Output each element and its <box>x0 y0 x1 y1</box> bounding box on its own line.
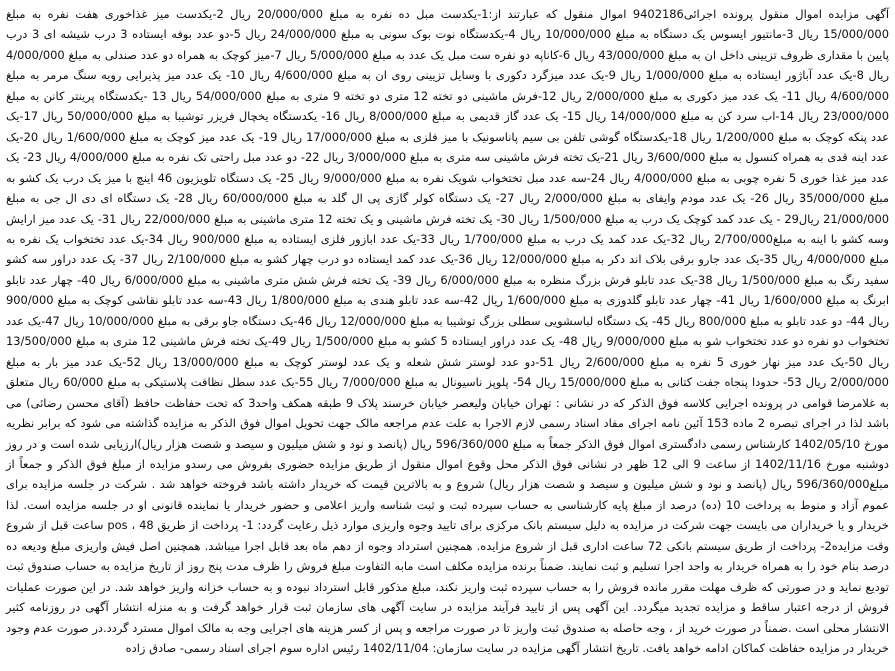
auction-notice-text: آگهی مزایده اموال منقول پرونده اجرائی9402186 اموال منقول که عبارتند از:1-یکدست مبل ده نفره به مبلغ 20/000/000 ریال 2-یکدست میز غذاخوری هفت نفره به مبلغ 15/000/000 ریال 3-مانتیور ایسوس یک دستگاه به مبلغ 10/000/000 ریال 4-یکدستگاه نوت بوک سونی به مبلغ 24/000/000 ریال 5-دو عدد بوفه ایستاده 3 درب شیشه ای 3 درب پایین با مقداری ظروف تزیینی داخل ان به مبلغ 43/000/000 ریال 6-کاناپه دو نفره ست مبل یک عدد به مبلغ 5/000/000 ریال 7-میز کوچک به همراه دو عدد صندلی به مبلغ 4/000/000 ریال 8-یک عدد آباژور ایستاده به مبلغ 1/000/000 ریال 9-یک عدد میزگرد دکوری با وسایل تزیینی روی ان به مبلغ 4/600/000 ریال 10- یک عدد میز پذیرایی رویه سنگ مرمر به مبلغ 4/600/000 ریال 11- یک عدد میز دکوری به مبلغ 2/000/000 ریال 12-فرش ماشینی دو تخته 12 متری دو تخته 9 متری به مبلغ 54/000/000 ریال 13 -یکدستگاه پرینتر کانن به مبلغ 23/000/000 ریال 14-اب سرد کن به مبلغ 14/000/000 ریال 15- یک عدد گاز قدیمی به مبلغ 8/000/000 ریال 16- یکدستگاه یخچال فریزر توشیبا به مبلغ 50/000/000 ریال 17-یک عدد پنکه کوچک به مبلغ 1/200/000 ریال 18-یکدستگاه گوشی تلفن بی سیم پاناسونیک با میز فلزی به مبلغ 17/000/000 ریال 19- یک عدد میز کوچک به مبلغ 1/600/000 ریال 20-یک عدد اینه قدی به همراه کنسول به مبلغ 3/600/000 ریال 21-یک تخته فرش ماشینی سه متری به مبلغ 3/000/000 ریال 22- دو عدد مبل راحتی تک نفره به مبلغ 4/000/000 ریال 23- یک عدد میز غذا خوری 5 نفره چوبی به مبلغ 4/000/000 ریال 24-سه عدد مبل تختخواب شویک نفره به مبلغ 9/000/000 ریال 25- یک دستگاه تلویزیون 46 اینچ با میز یک درب یک کشو به مبلغ 35/000/000 ریال 26- یک عدد مودم وایفای به مبلغ 2/000/000 ریال 27- یک دستگاه کولر گازی پی ال گلد به مبلغ 60/000/000 ریال 28- یک دستگاه ای دی ال جی به مبلغ 21/000/000 ریال29 - یک عدد کمد کوچک یک درب به مبلغ 1/500/000 ریال 30- یک تخته فرش ماشینی و یک تخته 12 متری ماشینی به مبلغ 22/000/000 ریال 31- یک عدد میز ارایش وسه کشو با اینه به مبلغ2/700/000 ریال 32-یک عدد کمد یک درب به مبلغ 1/700/000 ریال 33-یک عدد ابازور فلزی ایستاده به مبلغ 900/000 ریال 34-یک عدد تختخواب یک نفره به مبلغ 4/000/000 ریال 35-یک عدد جارو برقی بلاک اند دکر به مبلغ 12/000/000 ریال 36-یک عدد کمد ایستاده دو درب چهار کشو به مبلغ 2/100/000 ریال 37- یک عدد دراور سه کشو سفید رنگ به مبلغ 1/500/000 ریال 38-یک عدد تابلو فرش بزرگ منظره به مبلغ 6/000/000 ریال 39- یک تخته فرش شش متری ماشینی به مبلغ 6/000/000 ریال 40- چهار عدد تابلو ابرنگ به مبلغ 1/600/000 ریال 41- چهار عدد تابلو گلدوزی به مبلغ 1/600/000 ریال 42-سه عدد تابلو هندی به مبلغ 1/800/000 ریال 43-سه عدد تابلو نقاشی کوچک به مبلغ 900/000 ریال 44- دو عدد تابلو به مبلغ 800/000 ریال 45- یک دستگاه لباسشویی سطلی بزرگ توشیبا به مبلغ 12/000/000 ریال 46-یک دستگاه جاو برقی به مبلغ 10/000/000 ریال 47-یک عدد تختخواب دو نفره دو عدد تختخواب شو به مبلغ 9/000/000 ریال 48- یک عدد دراور ایستاده 5 کشو به مبلغ 1/500/000 ریال 49-یک تخته فرش ماشینی 12 متری به مبلغ 13/500/000 ریال 50-یک عدد میز نهار خوری 5 نفره به مبلغ 2/600/000 ریال 51-دو عدد لوستر شش شعله و یک عدد لوستر کوچک به مبلغ 13/000/000 ریال 52-یک عدد میز بار به مبلغ 2/000/000 ریال 53- حدودا پنجاه جفت کتانی به مبلغ 15/000/000 ریال 54- پلوپز ناسیونال به مبلغ 7/000/000 ریال 55-یک عدد سطل نظافت پلاستیکی به مبلغ 60/000 ریال متعلق به غلامرضا قوامی در پرونده اجرایی کلاسه فوق الذکر که در نشانی : تهران خیابان ولیعصر خیابان خرسند پلاک 9 طبقه همکف واحد3 که تحت حفاظت حافظ (آقای محسن رضائی) می باشد لذا در اجرای تبصره 2 ماده 153 آئین نامه اجرای مفاد اسناد رسمی لازم الاجرا به علت عدم مراجعه مالک جهت تحویل اموال فوق الذکر به مزایده گذاشته می شود که برابر نظریه مورخ 1402/05/10 کارشناس رسمی دادگستری اموال فوق الذکر جمعاً به مبلغ 596/360/000 ریال (پانصد و نود و شش میلیون و سیصد و شصت هزار ریال)ارزیابی شده است و در روز دوشنبه مورخ 1402/11/16 از ساعت 9 الی 12 ظهر در نشانی فوق الذکر محل وقوع اموال منقول از طریق مزایده حضوری بفروش می رسدو مزایده از مبلغ فوق الذکر و جمعاً از مبلغ596/360/000 ریال (پانصد و نود و شش میلیون و سیصد و شصت هزار ریال) شروع و به بالاترین قیمت که خریدار داشته باشد فروخته خواهد شد . شرکت در جلسه مزایده برای عموم آزاد و منوط به پرداخت 10 (ده) درصد از مبلغ پایه کارشناسی به حساب سپرده ثبت و ثبت شناسه واریز اعلامی و حضور خریدار یا نماینده قانونی او در جلسه مزایده است. لذا خریدار و یا خریداران می بایست جهت شرکت در مزایده به دلیل سیستم بانک مرکزی برای تایید وجوه واریزی موارد ذیل رعایت گردد: 1- پرداخت از طریق 48 ، pos ساعت قبل از شروع وقت مزایده2- پرداخت از طریق سیستم بانکی 72 ساعت اداری قبل از شروع مزایده. همچنین استرداد وجوه از دهم ماه بعد قابل اجرا میباشد. همچنین اصل فیش واریزی مبلغ ودیعه ده درصد بنام خود را به همراه خریدار به واحد اجرا تسلیم و ثبت نمایند. ضمناً برنده مزایده مکلف است مابه التفاوت مبلغ فروش را ظرف مدت پنج روز از تاریخ مزایده به حساب صندوق ثبت تودیع نماید و در صورتی که ظرف مهلت مقرر مانده فروش را به حساب سپرده ثبت واریز نکند، مبلغ مذکور قابل استرداد نبوده و به حساب خزانه واریز خواهد شد. در این صورت عملیات فروش از درجه اعتبار ساقط و مزایده تجدید میگردد. این آگهی پس از تایید فرآیند مزایده در سایت آگهی های سازمان ثبت قرار خواهد گرفت و به منزله انتشار آگهی در روزنامه کثیر الانتشار محلی است .ضمناً در صورت خرید از ، وجه حاصله به صندوق ثبت واریز تا در صورت مراجعه و پس از کسر هزینه های اجرایی وجه به مالک اموال مسترد گردد.در صورت عدم وجود خریدار در مزایده حفاظت کماکان ادامه خواهد یافت. تاریخ انتشار آگهی مزایده در سایت سازمان: 1402/11/04 رئیس اداره سوم اجرای اسناد رسمی- صادق زاده <box>6 7 890 656</box>
